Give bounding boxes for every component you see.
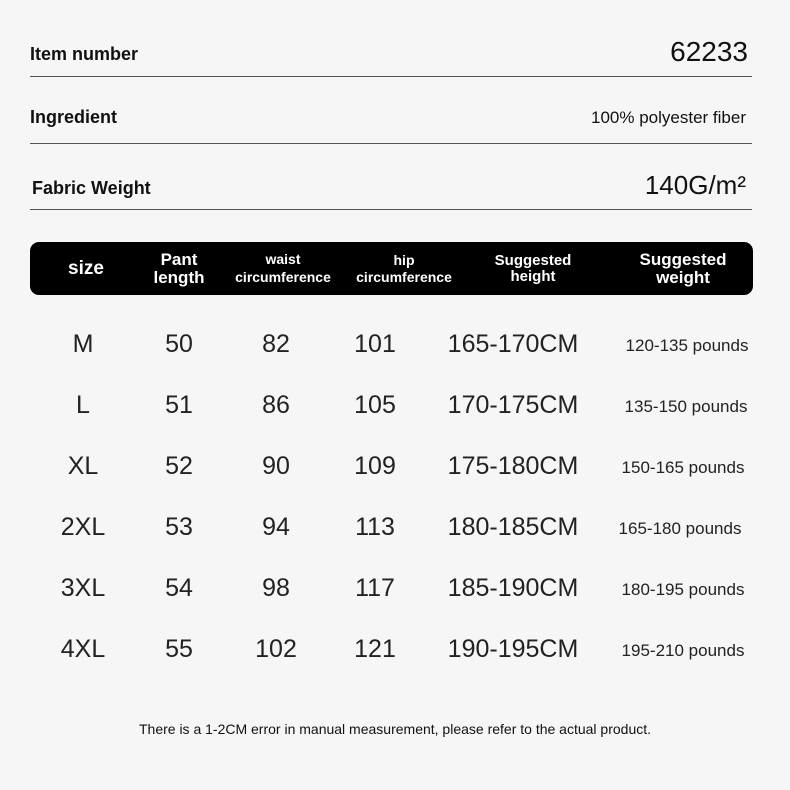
weight-cell: 180-195 pounds xyxy=(621,580,745,599)
pant-length-cell: 50 xyxy=(165,330,193,358)
hip-cell: 109 xyxy=(354,452,396,480)
size-table-header xyxy=(30,242,753,295)
ingredient-value: 100% polyester fiber xyxy=(591,108,746,127)
header-suggested-weight: Suggested weight xyxy=(639,249,727,287)
spec-row-ingredient xyxy=(30,100,752,144)
waist-cell: 94 xyxy=(262,513,290,541)
hip-cell: 113 xyxy=(355,513,395,541)
weight-cell: 165-180 pounds xyxy=(618,519,742,538)
spec-row-fabric-weight xyxy=(30,162,752,210)
table-row xyxy=(0,316,790,377)
weight-cell: 195-210 pounds xyxy=(621,641,745,660)
pant-length-cell: 55 xyxy=(165,635,193,663)
size-cell: M xyxy=(72,330,94,358)
waist-cell: 90 xyxy=(262,452,290,480)
hip-cell: 121 xyxy=(354,635,396,663)
table-row xyxy=(0,438,790,499)
pant-length-cell: 52 xyxy=(165,452,193,480)
item-number-label: Item number xyxy=(30,44,139,64)
size-cell: 3XL xyxy=(60,574,106,602)
measurement-footnote: There is a 1-2CM error in manual measurement, please refer to the actual product. xyxy=(138,721,652,737)
fabric-weight-value: 140G/m² xyxy=(644,170,746,200)
size-cell: XL xyxy=(67,452,99,480)
weight-cell: 150-165 pounds xyxy=(621,458,745,477)
size-cell: L xyxy=(76,391,90,419)
height-cell: 165-170CM xyxy=(447,330,579,358)
waist-cell: 86 xyxy=(262,391,290,419)
table-row xyxy=(0,560,790,621)
header-pant-length: Pant length xyxy=(153,249,205,287)
waist-cell: 98 xyxy=(262,574,290,602)
height-cell: 185-190CM xyxy=(447,574,579,602)
table-row xyxy=(0,621,790,682)
spec-row-item-number xyxy=(30,28,752,77)
table-row xyxy=(0,499,790,560)
header-waist-circumference: waist circumference xyxy=(235,251,331,285)
waist-cell: 82 xyxy=(262,330,290,358)
header-suggested-height: Suggested height xyxy=(494,251,572,285)
weight-cell: 120-135 pounds xyxy=(625,336,749,355)
height-cell: 175-180CM xyxy=(447,452,579,480)
ingredient-label: Ingredient xyxy=(30,107,118,127)
size-cell: 2XL xyxy=(60,513,106,541)
item-number-value: 62233 xyxy=(670,36,748,67)
fabric-weight-label: Fabric Weight xyxy=(32,178,151,198)
height-cell: 170-175CM xyxy=(447,391,579,419)
pant-length-cell: 51 xyxy=(165,391,193,419)
size-cell: 4XL xyxy=(60,635,106,663)
hip-cell: 105 xyxy=(354,391,396,419)
hip-cell: 101 xyxy=(354,330,396,358)
height-cell: 180-185CM xyxy=(447,513,579,541)
pant-length-cell: 53 xyxy=(165,513,193,541)
height-cell: 190-195CM xyxy=(447,635,579,663)
table-row xyxy=(0,377,790,438)
hip-cell: 117 xyxy=(355,574,395,602)
waist-cell: 102 xyxy=(255,635,297,663)
pant-length-cell: 54 xyxy=(165,574,193,602)
header-size: size xyxy=(68,257,104,279)
header-hip-circumference: hip circumference xyxy=(356,251,452,285)
weight-cell: 135-150 pounds xyxy=(624,397,748,416)
